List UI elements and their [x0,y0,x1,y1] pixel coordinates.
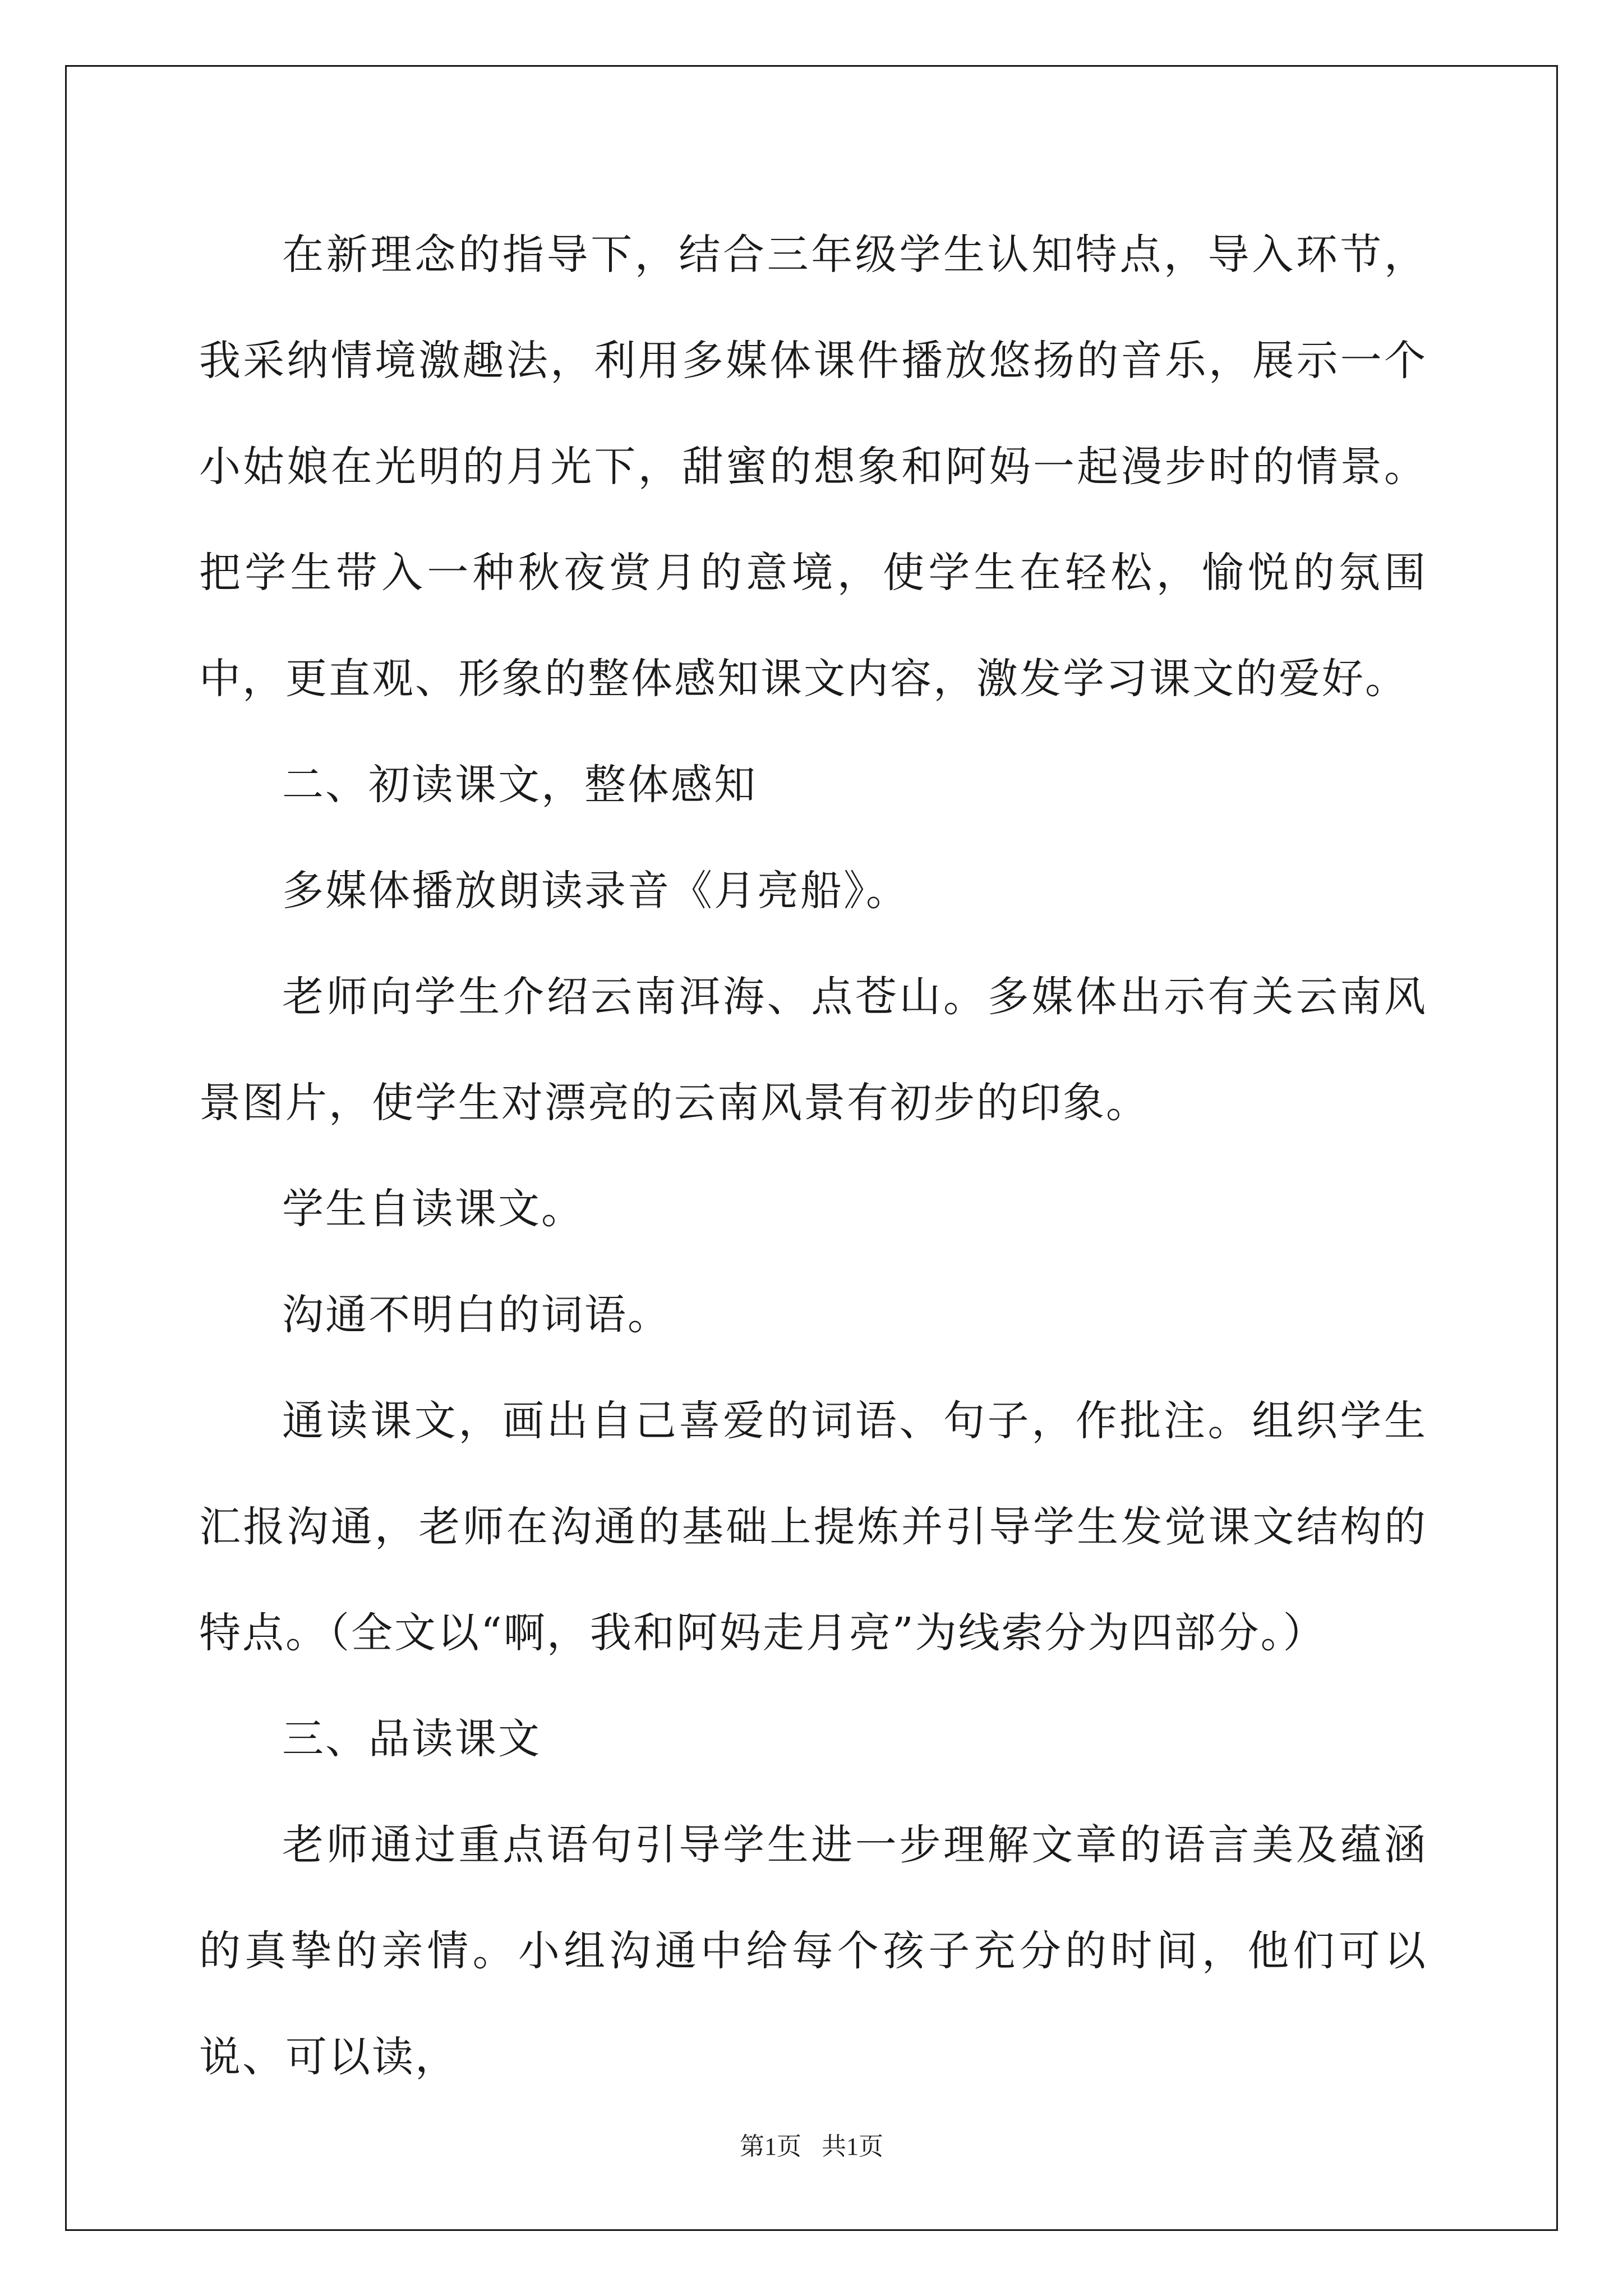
document-body [199,202,1427,2110]
page-number-total: 共1页 [822,2133,883,2160]
section-heading-2: 二、初读课文，整体感知 [282,761,757,809]
paragraph: 老师通过重点语句引导学生进一步理解文章的语言美及蕴涵的真挚的亲情。小组沟通中给每个孩子充分的时间，他们可以说、可以读， [199,1821,1427,2081]
paragraph: 沟通不明白的词语。 [282,1291,671,1339]
paragraph: 老师向学生介绍云南洱海、点苍山。多媒体出示有关云南风景图片，使学生对漂亮的云南风景有初步的印象。 [199,973,1427,1127]
paragraph: 学生自读课文。 [282,1185,584,1233]
section-heading-3: 三、品读课文 [282,1715,541,1763]
paragraph-intro: 在新理念的指导下，结合三年级学生认知特点，导入环节，我采纳情境激趣法，利用多媒体课件播放悠扬的音乐，展示一个小姑娘在光明的月光下，甜蜜的想象和阿妈一起漫步时的情景。把学生带入一种秋夜赏月的意境，使学生在轻松，愉悦的氛围中，更直观、形象的整体感知课文内容，激发学习课文的爱好。 [199,231,1427,703]
page-number-current: 第1页 [740,2133,801,2160]
paragraph: 多媒体播放朗读录音《月亮船》。 [282,867,909,915]
paragraph: 通读课文，画出自己喜爱的词语、句子，作批注。组织学生汇报沟通，老师在沟通的基础上提炼并引导学生发觉课文结构的特点。（全文以“啊，我和阿妈走月亮”为线索分为四部分。） [199,1397,1427,1657]
page-footer [0,2126,1623,2162]
